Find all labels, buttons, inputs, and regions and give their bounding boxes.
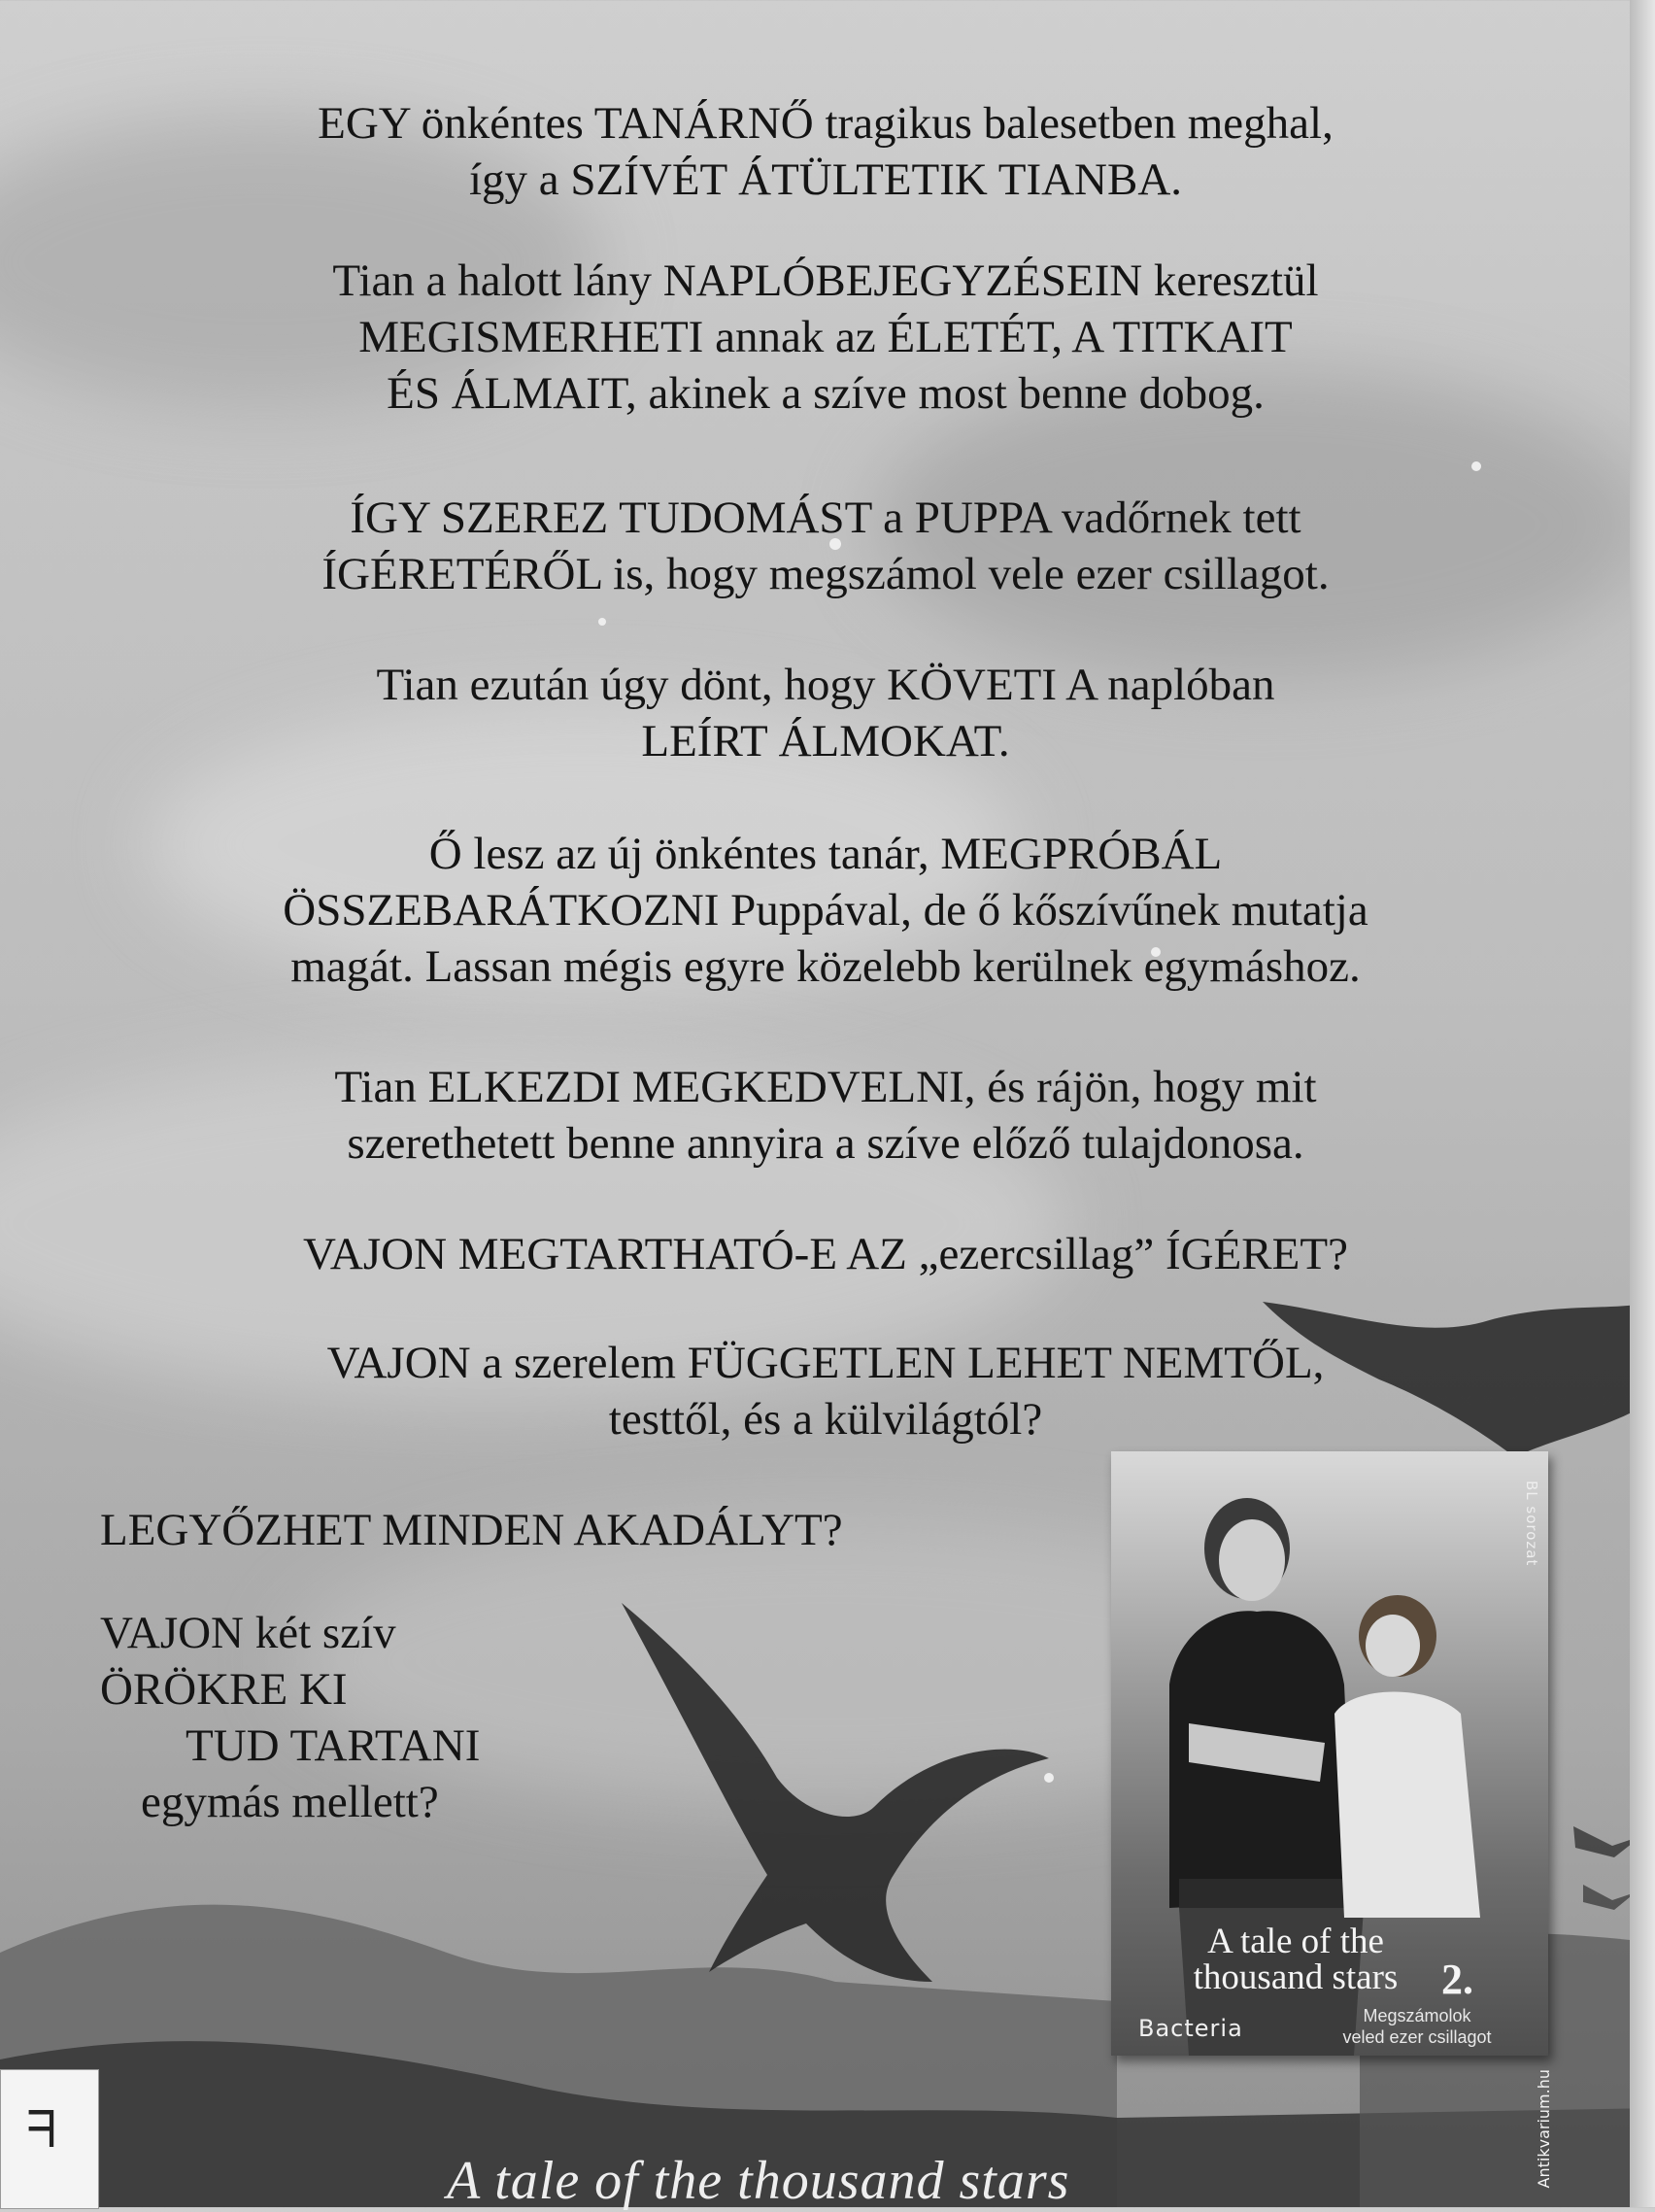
question-obstacles — [100, 1502, 843, 1558]
text-line: ÍGÉRETÉRŐL is, hogy megszámol vele ezer csillagot. — [321, 549, 1330, 599]
text-line: Tian ezután úgy dönt, hogy KÖVETI A naplóban — [376, 660, 1275, 710]
text-line: ÖSSZEBARÁTKOZNI Puppával, de ő kőszívűnek mutatja — [283, 885, 1368, 936]
blurb-paragraph-1 — [97, 95, 1554, 208]
text-line: testtől, és a külvilágtól? — [608, 1394, 1043, 1445]
text-line: így a SZÍVÉT ÁTÜLTETIK TIANBA. — [468, 154, 1183, 205]
blurb-paragraph-2 — [97, 253, 1554, 422]
text-line: magát. Lassan mégis egyre közelebb kerülnek egymáshoz. — [290, 941, 1361, 992]
text-line: ÖRÖKRE KI — [100, 1664, 348, 1715]
blurb-paragraph-6 — [97, 1059, 1554, 1172]
text-line: Ő lesz az új önkéntes tanár, MEGPRÓBÁL — [428, 829, 1223, 879]
blurb-paragraph-4 — [97, 657, 1554, 769]
text-line: LEÍRT ÁLMOKAT. — [641, 716, 1010, 766]
text-line: Tian a halott lány NAPLÓBEJEGYZÉSEIN keresztül — [332, 255, 1319, 306]
blurb-paragraph-3 — [97, 490, 1554, 602]
cover-title-line: A tale of the — [1207, 1922, 1384, 1961]
page-edge — [1630, 0, 1655, 2207]
cover-volume-number: 2. — [1441, 1956, 1473, 2003]
cover-subtitle — [1305, 2005, 1529, 2048]
text-line: ÉS ÁLMAIT, akinek a szíve most benne dobog. — [387, 368, 1265, 419]
cover-title-line: thousand stars — [1193, 1957, 1399, 1997]
question-final — [100, 1605, 480, 1830]
label-mark: ᖷ — [26, 2101, 56, 2160]
text-line: szerethetett benne annyira a szíve előző tulajdonosa. — [347, 1118, 1304, 1169]
text-line: MEGISMERHETI annak az ÉLETÉT, A TITKAIT — [358, 312, 1293, 362]
text-line: TUD TARTANI — [186, 1720, 481, 1771]
cover-series-label: BL sorozat — [1523, 1480, 1540, 1567]
text-line: LEGYŐZHET MINDEN AKADÁLYT? — [100, 1505, 843, 1555]
blurb-paragraph-7 — [97, 1226, 1554, 1282]
watermark: Antikvarium.hu — [1535, 2069, 1553, 2189]
text-line: VAJON MEGTARTHATÓ-E AZ „ezercsillag” ÍGÉRET? — [303, 1229, 1348, 1279]
bottom-series-title: A tale of the thousand stars — [447, 2151, 1070, 2211]
text-line: VAJON a szerelem FÜGGETLEN LEHET NEMTŐL, — [326, 1338, 1325, 1388]
text-line: Tian ELKEZDI MEGKEDVELNI, és rájön, hogy mit — [334, 1062, 1317, 1112]
text-line: ÍGY SZEREZ TUDOMÁST a PUPPA vadőrnek tett — [350, 493, 1301, 543]
cover-subtitle-line: veled ezer csillagot — [1342, 2027, 1492, 2047]
text-line: egymás mellett? — [141, 1777, 439, 1827]
text-line: EGY önkéntes TANÁRNŐ tragikus balesetben meghal, — [318, 98, 1334, 149]
book-cover-thumbnail — [1111, 1451, 1548, 2056]
cover-subtitle-line: Megszámolok — [1363, 2006, 1471, 2025]
library-label — [0, 2069, 99, 2209]
cover-publisher: Bacteria — [1138, 2015, 1243, 2042]
blurb-paragraph-5 — [97, 826, 1554, 995]
cover-title — [1111, 1923, 1480, 1995]
text-line: VAJON két szív — [100, 1608, 396, 1658]
blurb-paragraph-8 — [97, 1335, 1554, 1447]
